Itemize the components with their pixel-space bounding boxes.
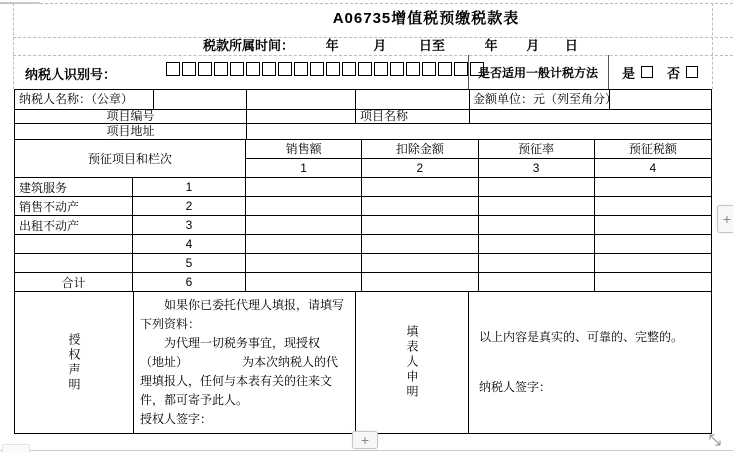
value-cell-r3c1[interactable] — [246, 216, 362, 235]
divider — [355, 90, 356, 123]
taxpayer-sign-label: 纳税人签字： — [479, 380, 552, 394]
row-number-4: 4 — [133, 235, 246, 254]
column-header-4: 预征税额 — [595, 139, 711, 159]
general-method-choice — [608, 55, 712, 89]
taxpayer-id-box-4[interactable] — [214, 62, 228, 76]
taxpayer-id-boxes — [166, 62, 484, 76]
value-cell-r6c4[interactable] — [595, 273, 711, 292]
column-number-1: 1 — [246, 159, 362, 178]
taxpayer-id-box-19[interactable] — [454, 62, 468, 76]
taxpayer-id-box-1[interactable] — [166, 62, 180, 76]
gridline-left — [13, 3, 14, 89]
row-label-3: 出租不动产 — [15, 216, 133, 235]
value-cell-r5c1[interactable] — [246, 254, 362, 273]
column-header-2: 扣除金额 — [362, 139, 478, 159]
taxpayer-id-box-15[interactable] — [390, 62, 404, 76]
row-number-1: 1 — [133, 178, 246, 197]
value-cell-r2c3[interactable] — [479, 197, 595, 216]
authorization-para1: 如果你已委托代理人填报，请填写下列资料： — [140, 298, 345, 331]
authorization-para3: （地址） 为本次纳税人的代理填报人，任何与本表有关的往来文件，都可寄予此人。 — [140, 355, 339, 407]
taxpayer-id-box-2[interactable] — [182, 62, 196, 76]
row-label-2: 销售不动产 — [15, 197, 133, 216]
value-cell-r3c2[interactable] — [362, 216, 478, 235]
taxpayer-id-box-6[interactable] — [246, 62, 260, 76]
column-number-2: 2 — [362, 159, 478, 178]
value-cell-r5c4[interactable] — [595, 254, 711, 273]
period-month-1: 月 — [373, 38, 387, 53]
bottom-divider — [0, 450, 733, 451]
taxpayer-name-label: 纳税人名称：（公章） — [19, 92, 134, 106]
value-cell-r2c2[interactable] — [362, 197, 478, 216]
value-cell-r2c1[interactable] — [246, 197, 362, 216]
taxpayer-id-box-13[interactable] — [358, 62, 372, 76]
taxpayer-id-box-9[interactable] — [294, 62, 308, 76]
taxpayer-id-box-10[interactable] — [310, 62, 324, 76]
amount-unit-label: 金额单位：元（列至角分） — [473, 92, 618, 106]
yes-checkbox[interactable] — [641, 66, 653, 78]
value-cell-r4c3[interactable] — [479, 235, 595, 254]
authorization-para2: 为代理一切税务事宜，现授权 — [164, 336, 321, 350]
project-code-input[interactable] — [246, 109, 355, 123]
value-cell-r1c1[interactable] — [246, 178, 362, 197]
project-address-input[interactable] — [246, 123, 711, 139]
value-cell-r1c4[interactable] — [595, 178, 711, 197]
declaration-statement: 以上内容是真实的、可靠的、完整的。 — [479, 330, 684, 344]
levy-corner-label: 预征项目和栏次 — [15, 139, 246, 178]
row-number-5: 5 — [133, 254, 246, 273]
value-cell-r5c2[interactable] — [362, 254, 478, 273]
period-year-1: 年 — [325, 38, 339, 53]
authorization-text-cell — [134, 292, 356, 433]
no-label: 否 — [667, 65, 681, 81]
project-code-label: 项目编号 — [106, 109, 155, 123]
taxpayer-id-box-14[interactable] — [374, 62, 388, 76]
value-cell-r4c4[interactable] — [595, 235, 711, 254]
value-cell-r5c3[interactable] — [479, 254, 595, 273]
form-table — [14, 89, 712, 434]
row-number-6: 6 — [133, 273, 246, 292]
no-checkbox[interactable] — [686, 66, 698, 78]
add-row-button[interactable]: + — [352, 431, 378, 449]
column-number-4: 4 — [595, 159, 711, 178]
taxpayer-id-box-11[interactable] — [326, 62, 340, 76]
resize-handle-icon[interactable] — [705, 431, 725, 449]
row-label-5 — [15, 254, 133, 273]
yes-label: 是 — [621, 65, 635, 81]
column-header-1: 销售额 — [246, 139, 362, 159]
value-cell-r2c4[interactable] — [595, 197, 711, 216]
taxpayer-id-box-18[interactable] — [438, 62, 452, 76]
value-cell-r3c4[interactable] — [595, 216, 711, 235]
declaration-side-cell — [356, 292, 469, 433]
taxpayer-id-box-7[interactable] — [262, 62, 276, 76]
value-cell-r1c3[interactable] — [479, 178, 595, 197]
project-address-label: 项目地址 — [106, 124, 155, 138]
levy-table — [15, 139, 711, 292]
row-number-3: 3 — [133, 216, 246, 235]
form-title: A06735增值税预缴税款表 — [332, 10, 520, 27]
row-label-4 — [15, 235, 133, 254]
general-method-question: 是否适用一般计税方法 — [477, 65, 598, 80]
taxpayer-id-box-12[interactable] — [342, 62, 356, 76]
column-header-3: 预征率 — [479, 139, 595, 159]
authorization-side-cell — [15, 292, 134, 433]
bottom-left-handle[interactable] — [2, 444, 30, 453]
authorizer-sign-label: 授权人签字： — [140, 412, 213, 426]
taxpayer-id-box-3[interactable] — [198, 62, 212, 76]
taxpayer-id-label: 纳税人识别号： — [25, 67, 117, 82]
project-name-label: 项目名称 — [360, 109, 409, 123]
taxpayer-id-box-17[interactable] — [422, 62, 436, 76]
value-cell-r6c2[interactable] — [362, 273, 478, 292]
period-day-2: 日 — [564, 38, 578, 53]
row-label-6: 合计 — [15, 273, 133, 292]
declaration-side-label: 填表人申明 — [405, 325, 419, 400]
project-name-input[interactable] — [469, 109, 711, 123]
add-column-button[interactable]: + — [717, 205, 733, 233]
tax-period-label: 税款所属时间： — [203, 38, 295, 53]
row-label-1: 建筑服务 — [15, 178, 133, 197]
taxpayer-id-box-16[interactable] — [406, 62, 420, 76]
period-month-2: 月 — [526, 38, 540, 53]
period-year-2: 年 — [484, 38, 498, 53]
value-cell-r4c1[interactable] — [246, 235, 362, 254]
column-number-3: 3 — [479, 159, 595, 178]
value-cell-r6c3[interactable] — [479, 273, 595, 292]
gridline-top — [0, 3, 733, 4]
authorization-side-label: 授权声明 — [67, 332, 81, 393]
value-cell-r6c1[interactable] — [246, 273, 362, 292]
declaration-text-cell — [469, 292, 711, 433]
taxpayer-name-input[interactable] — [153, 90, 246, 109]
tax-period-row — [203, 38, 578, 53]
period-day-to: 日至 — [418, 38, 445, 53]
value-cell-r1c2[interactable] — [362, 178, 478, 197]
taxpayer-id-box-8[interactable] — [278, 62, 292, 76]
value-cell-r3c3[interactable] — [479, 216, 595, 235]
taxpayer-id-box-5[interactable] — [230, 62, 244, 76]
value-cell-r4c2[interactable] — [362, 235, 478, 254]
row-number-2: 2 — [133, 197, 246, 216]
